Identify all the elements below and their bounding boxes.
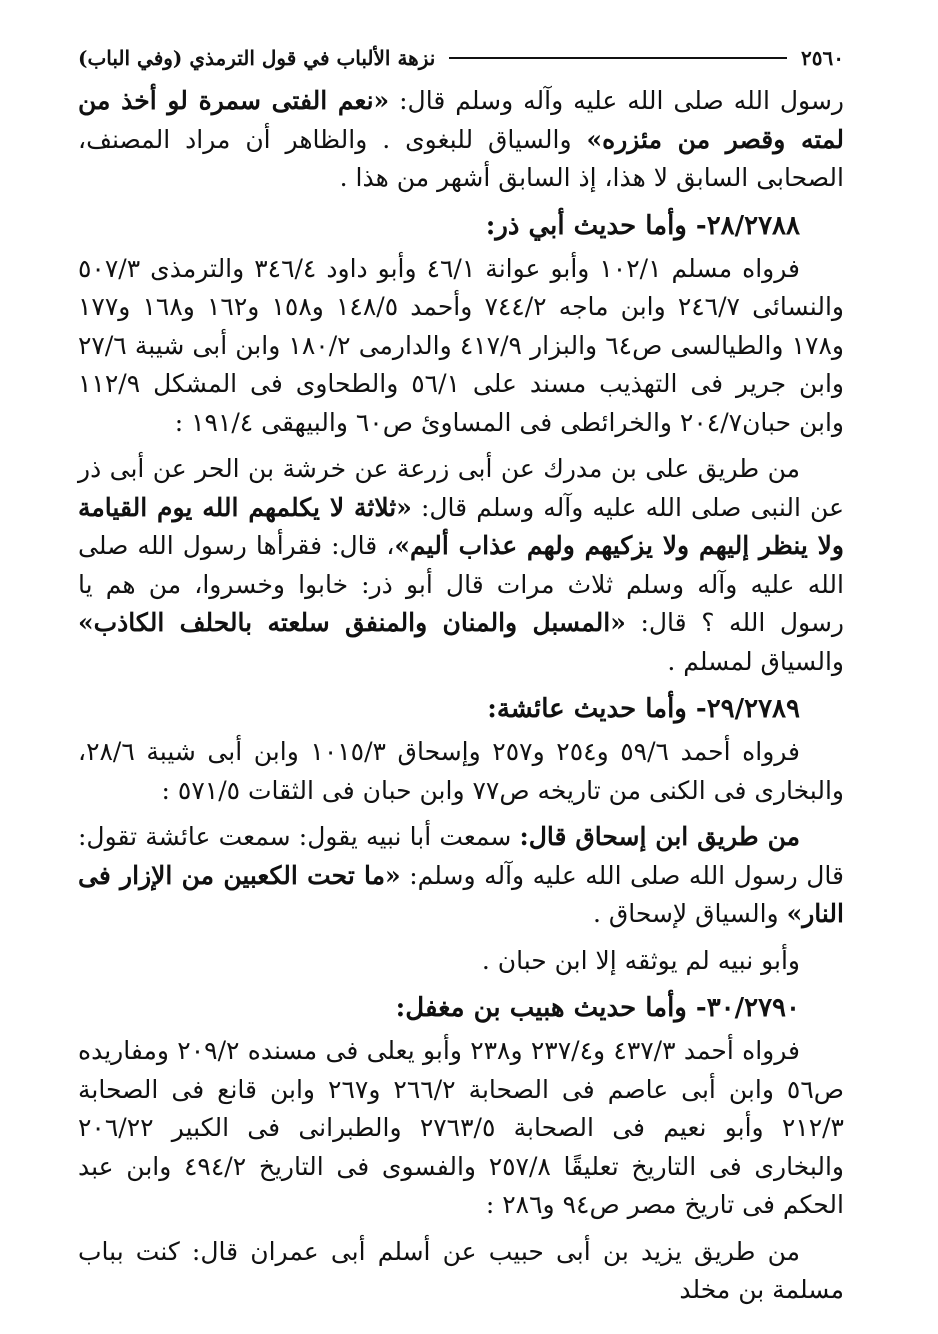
paragraph-chain-hubayb: من طريق يزيد بن أبى حبيب عن أسلم أبى عمران قال: كنت بباب مسلمة بن مخلد — [78, 1236, 844, 1304]
paragraph-sources-abu-dharr: فرواه مسلم ١٠٢/١ وأبو عوانة ٤٦/١ وأبو داود ٣٤٦/٤ والترمذى ٥٠٧/٣ والنسائى ٢٤٦/٧ وابن ماجه ٧٤٤/٢ وأحمد ١٤٨/٥ و١٥٨ و١٦٢ و١٦٨ و١٧٧ و١٧٨ والطيالسى ص٦٤ والبزار ٤١٧/٩ والدارمى ١٨٠/٢ وابن أبى شيبة ٢٧/٦ وابن جرير فى التهذيب مسند على ٥٦/١ والطحاوى فى المشكل ١١٢/٩ وابن حبان٢٠٤/٧ والخرائطى فى المساوئ ص٦٠ والبيهقى ١٩١/٤ : — [78, 253, 844, 437]
paragraph-text: والسياق لإسحاق . — [592, 899, 787, 928]
paragraph-text: سمعت أبا نبيه يقول: سمعت عائشة تقول: قال رسول الله صلى الله عليه وآله وسلم: — [78, 822, 844, 890]
running-title: نزهة الألباب في قول الترمذي (وفي الباب) — [78, 46, 436, 70]
page-number: ٢٥٦٠ — [801, 46, 844, 70]
hadith-quote: «نعم الفتى سمرة لو أخذ من لمته وقصر من مئزره» — [78, 86, 845, 154]
paragraph-chain-aisha — [78, 818, 844, 934]
paragraph-text: رسول الله صلى الله عليه وآله وسلم قال: — [389, 86, 844, 115]
paragraph-text: من طريق على بن مدرك عن أبى زرعة عن خرشة بن الحر عن أبى ذر عن النبى صلى الله عليه وآله وسلم قال: — [78, 454, 844, 522]
paragraph-chain-abu-dharr — [78, 450, 844, 681]
hadith-quote: «ما تحت الكعبين من الإزار فى النار» — [78, 860, 844, 928]
paragraph-text: والسياق لمسلم . — [667, 646, 844, 676]
hadith-quote: «المسبل والمنان والمنفق سلعته بالحلف الكاذب» — [78, 608, 626, 637]
section-heading-aisha: ٢٩/٢٧٨٩- وأما حديث عائشة: — [487, 694, 800, 724]
hadith-quote: «ثلاثة لا يكلمهم الله يوم القيامة ولا ينظر إليهم ولا يزكيهم ولهم عذاب أليم» — [78, 492, 844, 560]
paragraph-text: والسياق للبغوى . والظاهر أن مراد المصنف، الصحابى السابق لا هذا، إذ السابق أشهر من هذا . — [78, 124, 844, 192]
paragraph-continuation — [78, 82, 844, 198]
chain-lead: من طريق ابن إسحاق قال: — [519, 822, 800, 851]
paragraph-note-abu-nubayh: وأبو نبيه لم يوثقه إلا ابن حبان . — [481, 945, 800, 975]
header-rule — [449, 57, 787, 59]
section-heading-abu-dharr: ٢٨/٢٧٨٨- وأما حديث أبي ذر: — [485, 210, 800, 241]
section-heading-hubayb: ٣٠/٢٧٩٠- وأما حديث هبيب بن مغفل: — [395, 993, 800, 1023]
paragraph-sources-aisha: فرواه أحمد ٥٩/٦ و٢٥٤ و٢٥٧ وإسحاق ١٠١٥/٣ وابن أبى شيبة ٢٨/٦، والبخارى فى الكنى من تاريخه ص٧٧ وابن حبان فى الثقات ٥٧١/٥ : — [78, 737, 844, 805]
paragraph-sources-hubayb: فرواه أحمد ٤٣٧/٣ و٢٣٧/٤ و٢٣٨ وأبو يعلى فى مسنده ٢٠٩/٢ ومفاريده ص٥٦ وابن أبى عاصم فى الصحابة ٢٦٦/٢ و٢٦٧ وابن قانع فى الصحابة ٢١٢/٣ وأبو نعيم فى الصحابة ٢٧٦٣/٥ والطبرانى فى الكبير ٢٠٦/٢٢ والبخارى فى التاريخ تعليقًا ٢٥٧/٨ والفسوى فى التاريخ ٤٩٤/٢ وابن عبد الحكم فى تاريخ مصر ص٩٤ و٢٨٦ : — [78, 1036, 845, 1219]
paragraph-text: ، قال: فقرأها رسول الله صلى الله عليه وآله وسلم ثلاث مرات قال أبو ذر: خابوا وخسروا، من هم يا رسول الله ؟ قال: — [78, 531, 844, 637]
page-header — [78, 38, 844, 78]
